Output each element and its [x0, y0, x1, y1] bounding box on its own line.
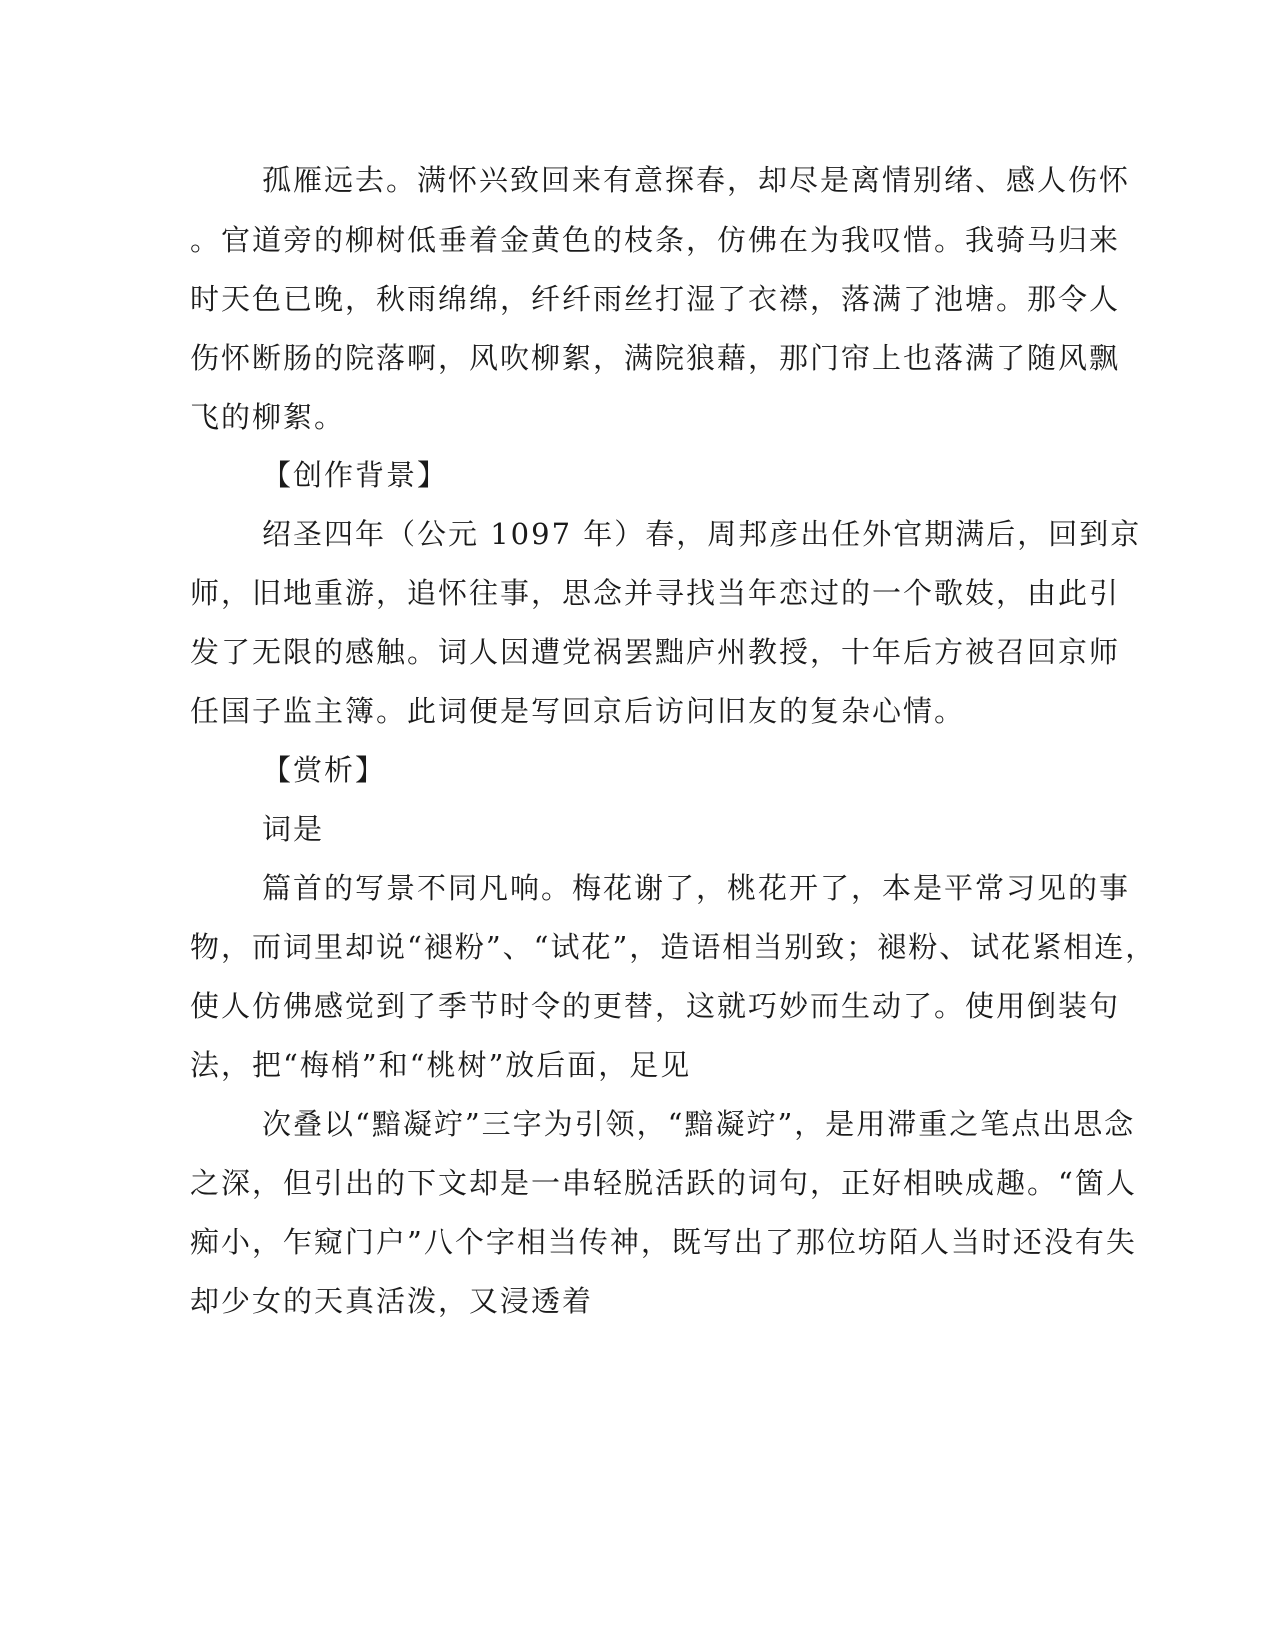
text-line: 却少女的天真活泼，又浸透着 [190, 1284, 594, 1318]
text-line: 使人仿佛感觉到了季节时令的更替，这就巧妙而生动了。使用倒装句 [190, 989, 1121, 1023]
text-line: 伤怀断肠的院落啊，风吹柳絮，满院狼藉，那门帘上也落满了随风飘 [190, 341, 1121, 375]
section-heading-background: 【创作背景】 [262, 458, 449, 492]
text-line: 飞的柳絮。 [190, 400, 346, 434]
text-line: 任国子监主簿。此词便是写回京后访问旧友的复杂心情。 [190, 694, 966, 728]
text-line: 次叠以“黯凝竚”三字为引领，“黯凝竚”，是用滞重之笔点出思念 [262, 1107, 1136, 1141]
text-line: 绍圣四年（公元 1097 年）春，周邦彦出任外官期满后，回到京 [262, 517, 1142, 551]
text-line: 时天色已晚，秋雨绵绵，纤纤雨丝打湿了衣襟，落满了池塘。那令人 [190, 282, 1121, 316]
text-line: 孤雁远去。满怀兴致回来有意探春，却尽是离情别绪、感人伤怀 [262, 163, 1131, 197]
text-line: 师，旧地重游，追怀往事，思念并寻找当年恋过的一个歌妓，由此引 [190, 576, 1121, 610]
text-line: 法，把“梅梢”和“桃树”放后面，足见 [190, 1048, 692, 1082]
text-line: 篇首的写景不同凡响。梅花谢了，桃花开了，本是平常习见的事 [262, 871, 1131, 905]
section-heading-appreciation: 【赏析】 [262, 753, 387, 787]
text-line: 词是 [262, 812, 325, 846]
text-line: 。官道旁的柳树低垂着金黄色的枝条，仿佛在为我叹惜。我骑马归来 [190, 223, 1121, 257]
text-line: 物，而词里却说“褪粉”、“试花”，造语相当别致；褪粉、试花紧相连， [190, 930, 1157, 964]
text-line: 之深，但引出的下文却是一串轻脱活跃的词句，正好相映成趣。“箇人 [190, 1166, 1137, 1200]
text-line: 发了无限的感触。词人因遭党祸罢黜庐州教授，十年后方被召回京师 [190, 635, 1121, 669]
text-line: 痴小，乍窥门户”八个字相当传神，既写出了那位坊陌人当时还没有失 [190, 1225, 1137, 1259]
